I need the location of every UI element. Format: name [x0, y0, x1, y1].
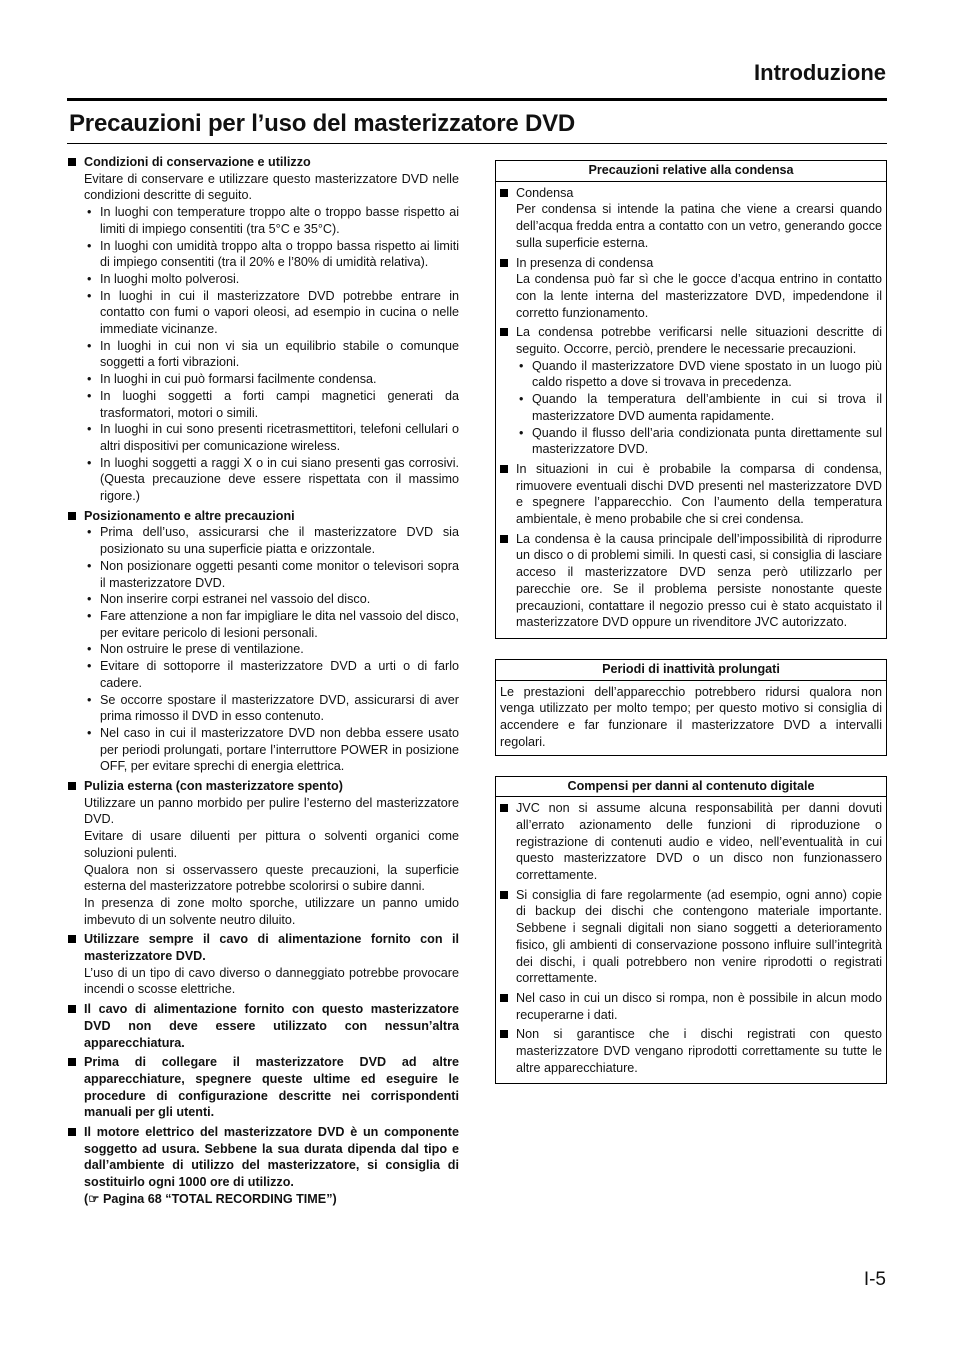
square-bullet-icon [500, 189, 508, 197]
compensation-body [496, 797, 886, 1083]
list-item: • Quando il flusso dell’aria condizionata punta direttamente sul masterizzatore DVD. [519, 425, 882, 457]
motor-note [68, 1124, 459, 1208]
square-bullet-icon [500, 328, 508, 336]
square-bullet-icon [500, 465, 508, 473]
bullet-dot-icon: • [87, 288, 92, 303]
condensation-title: Precauzioni relative alla condensa [496, 161, 886, 182]
compensation-text: Si consiglia di fare regolarmente (ad esempio, ogni anno) copie di backup dei dischi che contengono materiale importante. Sebbene i segnali digitali non siano soggetti a deterioramento fisico, gli ambienti di conservazione possono influire sull’integrità dei dischi, i quali potrebbero non venire riprodotti o registrati correttamente. [516, 887, 882, 986]
condensation-body [496, 182, 886, 638]
condensation-cause [500, 531, 882, 631]
square-bullet-icon [68, 512, 76, 520]
inactivity-title: Periodi di inattività prolungati [496, 660, 886, 681]
condensation-text: Per condensa si intende la patina che viene a crearsi quando dell’acqua fredda entra a contatto con un vetro, generando gocce sulla superficie esterna. [516, 202, 882, 250]
header-rule [67, 98, 887, 101]
list-item: • In luoghi in cui non vi sia un equilibrio stabile o comunque soggetti a forti vibrazioni. [87, 338, 459, 370]
bullet-dot-icon: • [87, 422, 92, 437]
title-rule [67, 143, 887, 144]
list-item: • Non inserire corpi estranei nel vassoio del disco. [87, 592, 371, 607]
bullet-dot-icon: • [87, 205, 92, 220]
condensation-box [495, 160, 887, 639]
bullet-dot-icon: • [87, 455, 92, 470]
cable-only-note [68, 1001, 459, 1051]
cable-only-text: Il cavo di alimentazione fornito con questo masterizzatore DVD non deve essere utilizzato con nessun’altra apparecchiatura. [84, 1002, 459, 1050]
list-item: • In luoghi in cui sono presenti ricetrasmettitori, telefoni cellulari o altri dispositivi per comunicazione wireless. [87, 422, 459, 453]
inactivity-text: Le prestazioni dell’apparecchio potrebbero ridursi qualora non venga utilizzato per molto tempo; per questo motivo si consiglia di accendere e far funzionare il masterizzatore DVD a intervalli regolari. [500, 684, 882, 749]
placement-heading: Posizionamento e altre precauzioni [84, 508, 295, 523]
cleaning-text: Utilizzare un panno morbido per pulire l’esterno del masterizzatore DVD. [84, 795, 459, 827]
list-item: • In luoghi in cui il masterizzatore DVD potrebbe entrare in contatto con fumi o vapori oleosi, ad esempio in cucina o nelle immediate vicinanze. [87, 288, 459, 337]
bullet-dot-icon: • [87, 642, 92, 657]
inactivity-body [496, 681, 886, 755]
cleaning-heading: Pulizia esterna (con masterizzatore spento) [84, 779, 343, 794]
page-title: Precauzioni per l’uso del masterizzatore DVD [69, 110, 576, 137]
section-title: Introduzione [754, 60, 886, 85]
condensation-text: La condensa potrebbe verificarsi nelle situazioni descritte di seguito. Occorre, perciò, prendere le necessarie precauzioni. [516, 325, 882, 357]
storage-heading: Condizioni di conservazione e utilizzo [84, 155, 311, 169]
bullet-dot-icon: • [87, 388, 92, 403]
condensation-situations [500, 324, 882, 458]
power-cable-note [68, 931, 459, 998]
condensation-text: La condensa è la causa principale dell’impossibilità di riprodurre un disco o di problemi simili. In questi casi, si consiglia di lasciare acceso il masterizzatore DVD senza però utilizzarlo per parecchie ore. Se il problema persiste nonostante queste precauzioni, contattare il negozio presso cui è stato acquistato il masterizzatore DVD oppure un rivenditore JVC autorizzato. [516, 531, 882, 630]
compensation-text: Nel caso in cui un disco si rompa, non è possibile in alcun modo recuperarne i dati. [516, 990, 882, 1022]
list-item: • Fare attenzione a non far impigliare le dita nel vassoio del disco, per evitare pericolo di lesioni personali. [87, 608, 459, 640]
cleaning-text: In presenza di zone molto sporche, utilizzare un panno umido imbevuto di un solvente neutro diluito. [84, 895, 459, 927]
list-item: • Nel caso in cui il masterizzatore DVD non debba essere usato per periodi prolungati, portare l’interruttore POWER in posizione OFF, per evitare sprechi di energia elettrica. [87, 725, 459, 774]
bullet-dot-icon: • [519, 425, 524, 440]
list-item: • Quando il masterizzatore DVD viene spostato in un luogo più caldo rispetto a dove si trovava in precedenza. [519, 358, 882, 390]
list-item [500, 887, 882, 987]
condensation-heading: In presenza di condensa [516, 255, 654, 270]
external-cleaning [68, 778, 459, 928]
condensation-presence [500, 255, 882, 322]
square-bullet-icon [500, 1030, 508, 1038]
list-item: • Non ostruire le prese di ventilazione. [87, 642, 304, 657]
motor-text: Il motore elettrico del masterizzatore DVD è un componente soggetto ad usura. Sebbene la sua durata dipenda dal tipo e dall’ambiente di utilizzo del masterizzatore, si consiglia di sostituirlo ogni 1000 ore di utilizzo. [84, 1125, 459, 1190]
storage-intro: Evitare di conservare e utilizzare questo masterizzatore DVD nelle condizioni descritte di seguito. [84, 171, 459, 203]
compensation-title: Compensi per danni al contenuto digitale [496, 777, 886, 798]
connect-text: Prima di collegare il masterizzatore DVD ad altre apparecchiature, spegnere queste ultime ed eseguire le procedure di configurazione descritte nei corrispondenti manuali per gli utenti. [84, 1055, 459, 1120]
left-column [68, 154, 459, 1211]
list-item [500, 800, 882, 884]
list-item: • Quando la temperatura dell’ambiente in cui si trova il masterizzatore DVD aumenta rapidamente. [519, 392, 882, 423]
square-bullet-icon [68, 158, 76, 166]
bullet-dot-icon: • [87, 372, 92, 387]
square-bullet-icon [500, 535, 508, 543]
square-bullet-icon [68, 1058, 76, 1066]
list-item: • Se occorre spostare il masterizzatore DVD, assicurarsi di aver prima rimosso il DVD in esso contenuto. [87, 692, 459, 724]
list-item: • In luoghi molto polverosi. [87, 271, 240, 286]
cleaning-text: Evitare di usare diluenti per pittura o solventi organici come soluzioni pulenti. [84, 829, 459, 860]
list-item: • Non posizionare oggetti pesanti come monitor o televisori sopra il masterizzatore DVD. [87, 558, 459, 590]
condensation-text: La condensa può far sì che le gocce d’acqua entrino in contatto con la lente interna del masterizzatore DVD, impedendone il corretto funzionamento. [516, 272, 882, 320]
bullet-dot-icon: • [87, 592, 92, 607]
list-item: • Prima dell’uso, assicurarsi che il masterizzatore DVD sia posizionato su una superficie piatta e orizzontale. [87, 525, 459, 557]
cleaning-text: Qualora non si osservassero queste precauzioni, la superficie esterna del masterizzatore potrebbe scolorirsi o subire danni. [84, 862, 459, 894]
connect-note [68, 1054, 459, 1121]
cable-heading: Utilizzare sempre il cavo di alimentazione fornito con il masterizzatore DVD. [84, 932, 459, 964]
bullet-dot-icon: • [87, 692, 92, 707]
bullet-dot-icon: • [87, 238, 92, 253]
right-column [495, 160, 887, 1104]
compensation-text: Non si garantisce che i dischi registrati con questo masterizzatore DVD vengano riprodotti correttamente su tutte le altre apparecchiature. [516, 1027, 882, 1075]
bullet-dot-icon: • [87, 338, 92, 353]
square-bullet-icon [500, 994, 508, 1002]
compensation-text: JVC non si assume alcuna responsabilità per danni dovuti all’errato azionamento delle funzioni di riproduzione o registrazione di contenuti audio e video, nell’eventualità in cui questo masterizzatore DVD o un disco non funzionassero correttamente. [516, 801, 882, 883]
bullet-dot-icon: • [87, 659, 92, 674]
condensation-text: In situazioni in cui è probabile la comparsa di condensa, rimuovere eventuali dischi DVD presenti nel masterizzatore DVD e spegnere l’apparecchio. Con l’aumento della temperatura ambientale, è meno probabile che si crei condensa. [516, 461, 882, 527]
compensation-box [495, 776, 887, 1085]
storage-conditions [68, 154, 459, 505]
bullet-dot-icon: • [87, 271, 92, 286]
condensation-remove [500, 461, 882, 528]
list-item: • In luoghi con temperature troppo alte o troppo basse rispetto ai limiti di impiego consentiti (tra 5°C e 35°C). [87, 205, 459, 236]
list-item: • In luoghi soggetti a raggi X o in cui siano presenti gas corrosivi. (Questa precauzione deve essere rispettata con il massimo rigore.) [87, 455, 459, 504]
square-bullet-icon [68, 782, 76, 790]
square-bullet-icon [68, 1005, 76, 1013]
square-bullet-icon [500, 891, 508, 899]
list-item [500, 990, 882, 1023]
condensation-heading: Condensa [516, 185, 574, 200]
cable-text: L’uso di un tipo di cavo diverso o danneggiato potrebbe provocare incendi o scosse elettriche. [84, 965, 459, 997]
page-number: I-5 [863, 1269, 886, 1290]
list-item [500, 1026, 882, 1076]
bullet-dot-icon: • [519, 392, 524, 407]
bullet-dot-icon: • [519, 358, 524, 373]
list-item: • In luoghi con umidità troppo alta o troppo bassa rispetto ai limiti di impiego consentiti (tra il 20% e l’80% di umidità relativa). [87, 238, 459, 270]
condensation-definition [500, 185, 882, 252]
bullet-dot-icon: • [87, 608, 92, 623]
square-bullet-icon [500, 804, 508, 812]
bullet-dot-icon: • [87, 558, 92, 573]
placement-precautions [68, 508, 459, 775]
square-bullet-icon [500, 259, 508, 267]
list-item: • Evitare di sottoporre il masterizzatore DVD a urti o di farlo cadere. [87, 659, 459, 690]
inactivity-box [495, 659, 887, 756]
motor-reference: (☞ Pagina 68 “TOTAL RECORDING TIME”) [84, 1191, 337, 1206]
square-bullet-icon [68, 935, 76, 943]
list-item: • In luoghi soggetti a forti campi magnetici generati da trasformatori, motori o simili. [87, 388, 459, 420]
bullet-dot-icon: • [87, 725, 92, 740]
square-bullet-icon [68, 1128, 76, 1136]
list-item: • In luoghi in cui può formarsi facilmente condensa. [87, 372, 377, 387]
bullet-dot-icon: • [87, 525, 92, 540]
